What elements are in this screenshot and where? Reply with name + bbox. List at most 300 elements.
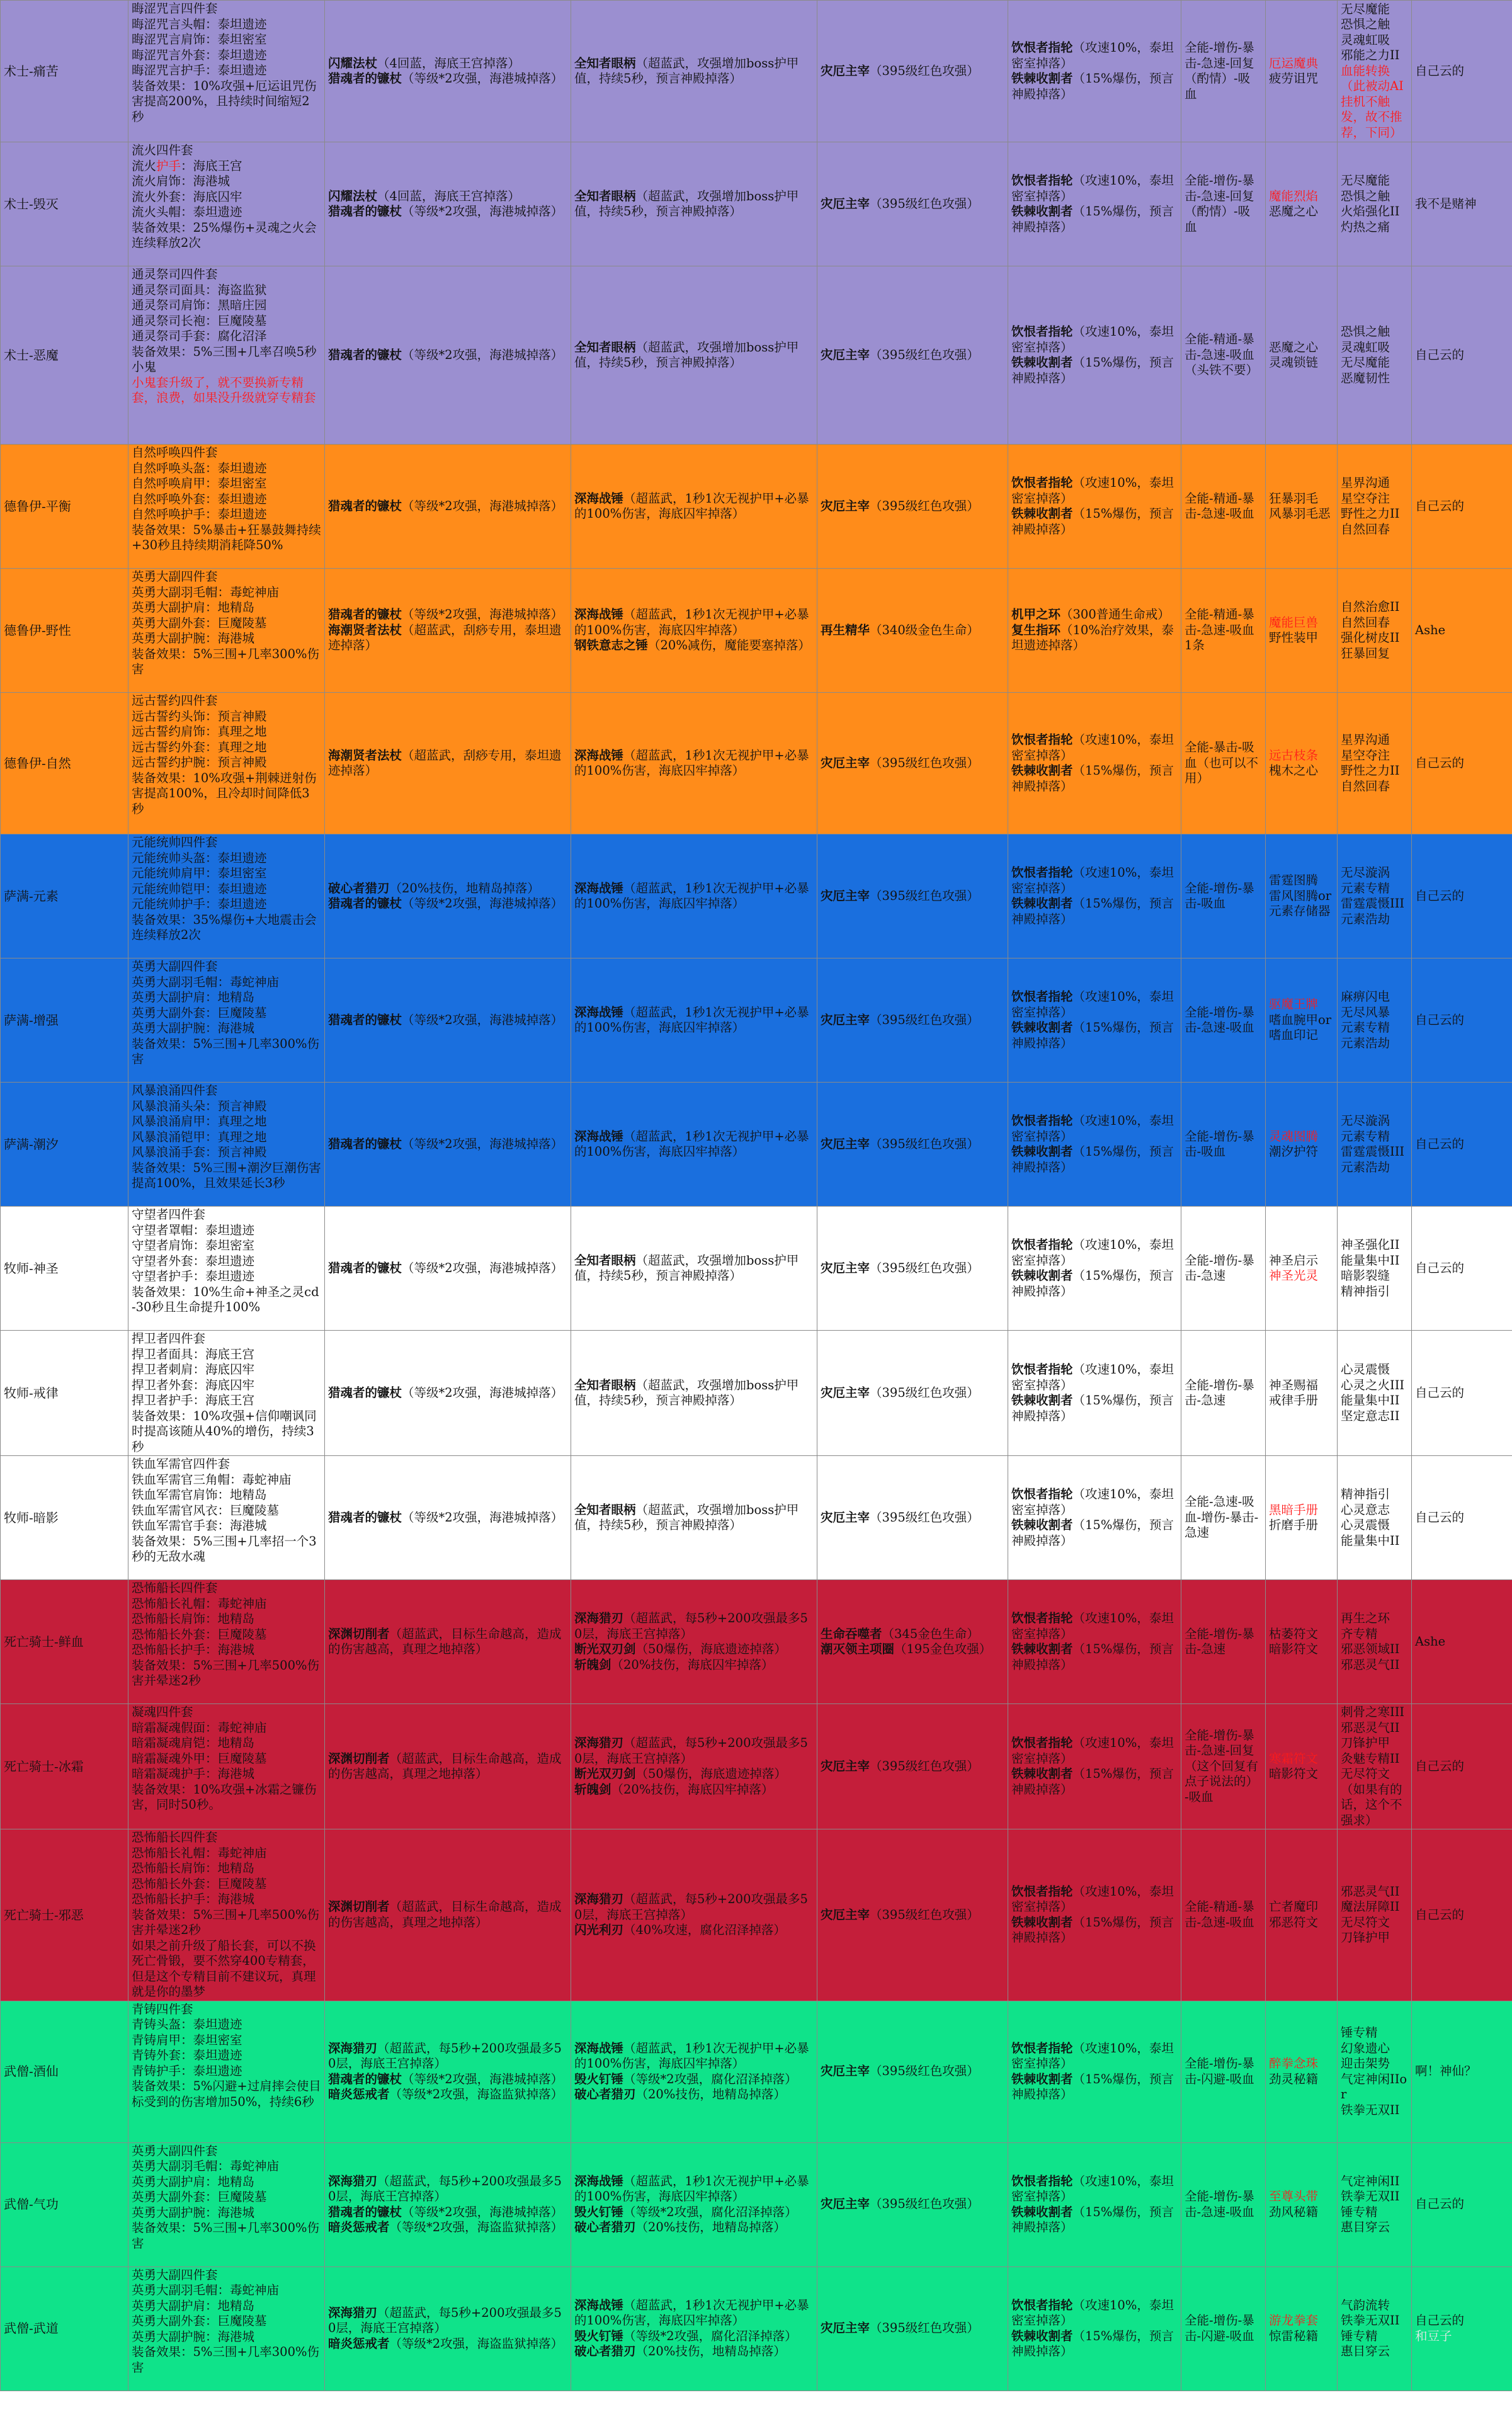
gear-set-line (132, 1938, 321, 2000)
weapon-off-line (574, 189, 814, 220)
item-desc: 自然呼唤头盔：泰坦遗迹 (132, 460, 267, 475)
key-talent-line (1269, 204, 1334, 220)
talent-list-line (1341, 355, 1408, 371)
item-desc: （等级*2攻强，腐化沼泽掉落） (623, 2071, 797, 2086)
gear-set-line (132, 2283, 321, 2299)
item-desc: 流火肩饰：海港城 (132, 174, 230, 188)
item-desc: （攻速10%，泰坦密室掉落） (1011, 2040, 1174, 2071)
ring-line (1011, 1362, 1178, 1393)
stat-priority-cell (1181, 569, 1266, 693)
item-name: 铁棘收割者 (1011, 763, 1073, 778)
item-desc: 风暴浪涌四件套 (132, 1083, 218, 1098)
weapon-main-line (328, 71, 567, 87)
key-talent-line (1269, 1393, 1334, 1409)
gear-set-cell (128, 693, 325, 834)
gear-set-line (132, 1269, 321, 1285)
item-name: 灾厄主宰 (821, 196, 870, 211)
item-desc: （超蓝武，每5秒+200攻强最多50层，海底王宫掉落） (328, 2305, 562, 2336)
item-desc: 晦涩咒言外套：泰坦遗迹 (132, 47, 267, 62)
key-talent-line (1269, 189, 1334, 205)
item-desc: （攻速10%，泰坦密室掉落） (1011, 324, 1174, 355)
key-talent-cell (1266, 2266, 1338, 2391)
gear-set-line (132, 740, 321, 756)
author-note: 和豆子 (1415, 2328, 1452, 2343)
item-desc: （等级*2攻强，海盗监狱掉落） (389, 2220, 564, 2234)
item-desc: 英勇大副羽毛帽：毒蛇神庙 (132, 974, 280, 989)
item-desc: （20%技伤，地精岛掉落） (635, 2220, 786, 2234)
stat-priority-line (1185, 2189, 1262, 2220)
talent-list-line (1341, 324, 1408, 340)
talent-list-line (1341, 2025, 1408, 2041)
gear-set-line (132, 1846, 321, 1862)
key-talent-cell (1266, 1456, 1338, 1580)
gear-set-line (132, 1581, 321, 1596)
gear-set-line (132, 2329, 321, 2345)
item-desc: 恐惧之触 (1341, 17, 1390, 32)
stat-priority-cell (1181, 1456, 1266, 1580)
author-name: 自己云的 (1415, 1260, 1465, 1275)
item-desc: （395级红色攻强） (870, 347, 979, 362)
text-part: ：海底王宫 (181, 158, 242, 173)
weapon-off-line (574, 1923, 814, 1938)
item-desc: （超蓝武，每5秒+200攻强最多50层，海底王宫掉落） (574, 1736, 808, 1766)
gear-set-line (132, 2002, 321, 2018)
item-desc: （超蓝武，1秒1次无视护甲+必暴的100%伤害，海底囚牢掉落） (574, 2297, 809, 2328)
ring-line (1011, 2205, 1178, 2236)
item-desc: 守望者罩帽：泰坦遗迹 (132, 1222, 255, 1237)
item-desc: 青铸外套：泰坦遗迹 (132, 2048, 242, 2062)
weapon-off-cell (571, 1, 817, 142)
ring-line (1011, 1020, 1178, 1051)
item-desc: （超蓝武，每5秒+200攻强最多50层，海底王宫掉落） (574, 1611, 808, 1641)
trinket-line (821, 2064, 1004, 2079)
item-desc: （等级*2攻强，腐化沼泽掉落） (623, 2204, 797, 2219)
ring-line (1011, 1393, 1178, 1424)
item-desc: 元素专精 (1341, 880, 1390, 896)
item-desc: 星空夺注 (1341, 748, 1390, 763)
ring-cell (1008, 834, 1181, 958)
item-desc: 自然治愈II (1341, 600, 1400, 614)
item-desc: 全能-精通-暴击-急速-吸血 (1185, 1899, 1254, 1930)
ring-line (1011, 2072, 1178, 2103)
gear-set-line (132, 344, 321, 375)
key-talent-cell (1266, 1331, 1338, 1456)
item-desc: （4回蓝，海底王宫掉落） (377, 188, 520, 203)
item-name: 灾厄主宰 (821, 888, 870, 903)
item-desc: 魔能巨兽 (1269, 615, 1319, 630)
weapon-main-line (328, 499, 567, 515)
ring-line (1011, 1766, 1178, 1797)
gear-set-line (132, 1487, 321, 1503)
item-desc: 捍卫者护手：海底王宫 (132, 1393, 255, 1408)
spec-name-cell (1, 1331, 128, 1456)
item-desc: （超蓝武，攻强增加boss护甲值，持续5秒，预言神殿掉落） (574, 1502, 799, 1532)
talent-list-line (1341, 475, 1408, 491)
item-desc: （等级*2攻强，腐化沼泽掉落） (623, 2328, 797, 2343)
item-name: 深海猎刃 (574, 1611, 624, 1625)
ring-line (1011, 607, 1178, 623)
key-talent-line (1269, 1751, 1334, 1767)
item-desc: （15%爆伤，预言神殿掉落） (1011, 2328, 1174, 2358)
weapon-off-line (574, 1503, 814, 1533)
item-desc: 远古誓约肩饰：真理之地 (132, 724, 267, 739)
item-desc: 邪恶灵气II (1341, 1884, 1400, 1899)
weapon-off-line (574, 1129, 814, 1160)
talent-list-line (1341, 371, 1408, 387)
gear-set-line (132, 897, 321, 913)
item-desc: 守望者四件套 (132, 1207, 206, 1222)
item-desc: （15%爆伤，预言神殿掉落） (1011, 763, 1174, 793)
item-desc: （攻速10%，泰坦密室掉落） (1011, 2173, 1174, 2204)
spec-name: 牧师-暗影 (4, 1510, 59, 1525)
item-name: 灾厄主宰 (821, 2321, 870, 2336)
trinket-cell (817, 1207, 1008, 1331)
gear-set-line (132, 1099, 321, 1115)
talent-list-line (1341, 646, 1408, 662)
item-desc: 装备效果：5%三围+几率300%伤害 (132, 2345, 320, 2375)
item-name: 深海战锤 (574, 607, 624, 622)
item-desc: （等级*2攻强，海港城掉落） (402, 1385, 564, 1400)
item-desc: 铁血军需官四件套 (132, 1457, 230, 1471)
item-desc: 暗影裂缝 (1341, 1268, 1390, 1283)
item-name: 铁棘收割者 (1011, 2071, 1073, 2086)
gear-set-line (132, 2048, 321, 2064)
item-name: 灾厄主宰 (821, 498, 870, 513)
weapon-main-cell (325, 1456, 571, 1580)
item-name: 饮恨者指轮 (1011, 475, 1073, 490)
talent-list-line (1341, 881, 1408, 897)
gear-set-line (132, 1642, 321, 1658)
item-name: 铁棘收割者 (1011, 1766, 1073, 1781)
gear-set-line (132, 1254, 321, 1270)
spec-name: 死亡骑士-鲜血 (4, 1634, 84, 1649)
weapon-off-cell (571, 1207, 817, 1331)
talent-list-line (1341, 1378, 1408, 1394)
gear-set-line (132, 569, 321, 585)
item-desc: 流火四件套 (132, 143, 193, 157)
item-desc: 神圣光灵 (1269, 1268, 1319, 1283)
item-desc: （攻速10%，泰坦密室掉落） (1011, 2297, 1174, 2328)
ring-line (1011, 173, 1178, 204)
item-desc: 邪能之力II (1341, 48, 1400, 63)
talent-list-line (1341, 1362, 1408, 1378)
trinket-cell (817, 2001, 1008, 2142)
item-desc: （等级*2攻强，海盗监狱掉落） (389, 2087, 564, 2101)
weapon-main-line (328, 2306, 567, 2336)
talent-list-line (1341, 1503, 1408, 1518)
item-desc: 元能统帅四件套 (132, 835, 218, 850)
talent-list-cell (1338, 1083, 1412, 1207)
build-row (1, 1829, 1512, 2001)
stat-priority-cell (1181, 834, 1266, 958)
item-desc: 元能统帅护手：泰坦遗迹 (132, 897, 267, 911)
author-cell (1412, 569, 1512, 693)
item-name: 全知者眼柄 (574, 1377, 636, 1392)
talent-list-line (1341, 1144, 1408, 1160)
item-name: 铁棘收割者 (1011, 1144, 1073, 1159)
gear-set-line (132, 48, 321, 64)
weapon-main-line (328, 881, 567, 897)
item-desc: 驱魔王牌 (1269, 997, 1319, 1012)
gear-set-line (132, 523, 321, 554)
item-desc: 青铸护手：泰坦遗迹 (132, 2063, 242, 2078)
talent-list-line (1341, 1766, 1408, 1828)
item-desc: （超蓝武，刮痧专用，泰坦遗迹掉落） (328, 622, 562, 653)
spec-name: 术士-恶魔 (4, 347, 59, 363)
item-desc: 恐怖船长外套：巨魔陵墓 (132, 1876, 267, 1891)
key-talent-line (1269, 873, 1334, 889)
item-desc: （等级*2攻强，海港城掉落） (402, 607, 564, 622)
ring-line (1011, 355, 1178, 386)
item-desc: （395级红色攻强） (870, 1012, 979, 1027)
ring-cell (1008, 1456, 1181, 1580)
key-talent-line (1269, 506, 1334, 522)
weapon-off-line (574, 1253, 814, 1284)
talent-list-cell (1338, 2266, 1412, 2391)
author-name: 自己云的 (1415, 1136, 1465, 1151)
gear-set-line (132, 1393, 321, 1409)
gear-set-cell (128, 958, 325, 1083)
key-talent-cell (1266, 2001, 1338, 2142)
talent-list-cell (1338, 2001, 1412, 2142)
item-desc: 无尽漩涡 (1341, 865, 1390, 880)
talent-list-line (1341, 2220, 1408, 2236)
weapon-main-line (328, 2041, 567, 2072)
ring-cell (1008, 2001, 1181, 2142)
item-name: 饮恨者指轮 (1011, 2297, 1073, 2312)
item-desc: （超蓝武，每5秒+200攻强最多50层，海底王宫掉落） (328, 2040, 562, 2071)
item-desc: 劲灵秘籍 (1269, 2071, 1319, 2086)
talent-list-line (1341, 2298, 1408, 2314)
gear-set-line (132, 693, 321, 709)
item-desc: 能量集中II (1341, 1533, 1400, 1548)
build-row (1, 2001, 1512, 2142)
item-desc: （超蓝武，攻强增加boss护甲值，持续5秒，预言神殿掉落） (574, 55, 799, 86)
weapon-off-line (574, 1642, 814, 1658)
gear-set-line (132, 1362, 321, 1378)
item-name: 破心者猎刃 (574, 2220, 636, 2234)
spec-name: 萨满-元素 (4, 888, 59, 904)
weapon-off-line (574, 1611, 814, 1642)
talent-list-line (1341, 779, 1408, 795)
talent-list-line (1341, 1284, 1408, 1300)
item-desc: （超蓝武，攻强增加boss护甲值，持续5秒，预言神殿掉落） (574, 339, 799, 370)
build-table-body (1, 1, 1512, 2391)
gear-set-line (132, 32, 321, 48)
item-desc: （超蓝武，1秒1次无视护甲+必暴的100%伤害，海底囚牢掉落） (574, 880, 809, 911)
spec-name-cell (1, 1, 128, 142)
ring-line (1011, 989, 1178, 1020)
gear-set-line (132, 1347, 321, 1363)
talent-list-line (1341, 2329, 1408, 2345)
item-name: 毁火钉锤 (574, 2328, 624, 2343)
gear-set-line (132, 913, 321, 943)
ring-line (1011, 324, 1178, 355)
author-name: 自己云的 (1415, 347, 1465, 362)
author-cell (1412, 2142, 1512, 2266)
item-name: 饮恨者指轮 (1011, 2173, 1073, 2188)
talent-list-line (1341, 1518, 1408, 1533)
item-name: 铁棘收割者 (1011, 1642, 1073, 1656)
item-name: 闪光利刃 (574, 1923, 624, 1937)
talent-list-cell (1338, 1704, 1412, 1829)
ring-cell (1008, 1, 1181, 142)
item-name: 饮恨者指轮 (1011, 1113, 1073, 1128)
item-desc: 枯萎符文 (1269, 1626, 1319, 1641)
ring-line (1011, 623, 1178, 654)
spec-name-cell (1, 693, 128, 834)
spec-name: 死亡骑士-邪恶 (4, 1907, 84, 1923)
gear-set-line (132, 1409, 321, 1455)
gear-set-line (132, 2345, 321, 2375)
gear-set-cell (128, 266, 325, 445)
stat-priority-line (1185, 332, 1262, 378)
item-desc: （15%爆伤，预言神殿掉落） (1011, 2071, 1174, 2101)
item-name: 灾厄主宰 (821, 1012, 870, 1027)
talent-list-cell (1338, 958, 1412, 1083)
weapon-main-cell (325, 266, 571, 445)
stat-priority-line (1185, 1378, 1262, 1409)
weapon-off-line (574, 340, 814, 371)
trinket-cell (817, 1, 1008, 142)
item-desc: 气韵流转 (1341, 2297, 1390, 2312)
item-desc: 晦涩咒言肩饰：泰坦密室 (132, 32, 267, 47)
talent-list-cell (1338, 1, 1412, 142)
item-desc: 灵魂锁链 (1269, 355, 1319, 370)
item-name: 潮灭领主项圈 (821, 1642, 895, 1656)
item-desc: 英勇大副四件套 (132, 569, 218, 584)
item-desc: （攻速10%，泰坦密室掉落） (1011, 1736, 1174, 1766)
gear-set-line (132, 1145, 321, 1161)
item-name: 饮恨者指轮 (1011, 989, 1073, 1004)
item-name: 断光双刃剑 (574, 1766, 636, 1781)
talent-list-line (1341, 1899, 1408, 1915)
item-name: 饮恨者指轮 (1011, 40, 1073, 55)
ring-line (1011, 1268, 1178, 1299)
gear-set-line (132, 63, 321, 79)
item-desc: 心灵震慑 (1341, 1362, 1390, 1377)
talent-list-line (1341, 896, 1408, 912)
talent-list-line (1341, 522, 1408, 538)
key-talent-line (1269, 1144, 1334, 1160)
item-name: 毁火钉锤 (574, 2071, 624, 2086)
item-desc: 装备效果：35%爆伤+大地震击会连续释放2次 (132, 912, 317, 942)
talent-list-line (1341, 189, 1408, 205)
stat-priority-cell (1181, 2001, 1266, 2142)
gear-set-line (132, 851, 321, 867)
build-row (1, 266, 1512, 445)
talent-list-line (1341, 989, 1408, 1005)
gear-set-cell (128, 1207, 325, 1331)
item-desc: 恐怖船长护手：海港城 (132, 1892, 255, 1906)
author-cell (1412, 1207, 1512, 1331)
weapon-off-line (574, 748, 814, 779)
gear-set-line (132, 1861, 321, 1877)
item-desc: 青铸四件套 (132, 2001, 193, 2016)
item-desc: 英勇大副护肩：地精岛 (132, 990, 255, 1004)
spec-name-cell (1, 445, 128, 569)
build-row (1, 834, 1512, 958)
build-row (1, 445, 1512, 569)
stat-priority-cell (1181, 266, 1266, 445)
item-desc: （20%技伤，海底囚牢掉落） (611, 1782, 774, 1797)
item-desc: 元能统帅铠甲：泰坦遗迹 (132, 881, 267, 896)
item-desc: 元素存储器 (1269, 904, 1331, 919)
trinket-cell (817, 1829, 1008, 2001)
key-talent-line (1269, 2056, 1334, 2072)
item-desc: （395级红色攻强） (870, 1385, 979, 1400)
item-desc: （超蓝武，1秒1次无视护甲+必暴的100%伤害，海底囚牢掉落） (574, 607, 809, 637)
item-desc: （攻速10%，泰坦密室掉落） (1011, 989, 1174, 1020)
item-desc: 装备效果：5%三围+潮汐巨潮伤害提高100%，且效果延长3秒 (132, 1160, 321, 1190)
item-desc: 英勇大副护腕：海港城 (132, 1021, 255, 1035)
stat-priority-cell (1181, 1, 1266, 142)
item-desc: 小鬼套升级了，就不要换新专精套，浪费，如果没升级就穿专精套 (132, 375, 316, 405)
item-desc: 刀锋护甲 (1341, 1930, 1390, 1945)
author-name: Ashe (1415, 622, 1446, 637)
gear-set-line (132, 1378, 321, 1394)
author-name: 我不是赌神 (1415, 196, 1477, 211)
item-desc: （攻速10%，泰坦密室掉落） (1011, 865, 1174, 896)
item-desc: 血能转换（此被动AI挂机不触发，故不推荐，下同） (1341, 63, 1404, 140)
item-desc: （超蓝武，1秒1次无视护甲+必暴的100%伤害，海底囚牢掉落） (574, 491, 809, 521)
ring-cell (1008, 1207, 1181, 1331)
weapon-main-line (328, 189, 567, 205)
item-desc: （超蓝武，1秒1次无视护甲+必暴的100%伤害，海底囚牢掉落） (574, 2173, 809, 2204)
gear-set-line (132, 143, 321, 159)
spec-name-cell (1, 1207, 128, 1331)
item-desc: 装备效果：5%三围+几率300%伤害 (132, 2221, 320, 2251)
item-name: 全知者眼柄 (574, 339, 636, 355)
item-desc: 神圣赐福 (1269, 1377, 1319, 1392)
item-desc: （超蓝武，攻强增加boss护甲值，持续5秒，预言神殿掉落） (574, 1253, 799, 1283)
item-desc: 全能-增伤-暴击-闪避-吸血 (1185, 2313, 1254, 2343)
item-desc: （等级*2攻强，海港城掉落） (402, 1012, 564, 1027)
gear-set-line (132, 1720, 321, 1736)
spec-name: 萨满-增强 (4, 1012, 59, 1028)
key-talent-line (1269, 748, 1334, 764)
weapon-main-line (328, 1899, 567, 1930)
item-name: 饮恨者指轮 (1011, 732, 1073, 747)
stat-priority-line (1185, 1899, 1262, 1930)
item-desc: 灵魂虹吸 (1341, 32, 1390, 47)
weapon-off-cell (571, 834, 817, 958)
talent-list-line (1341, 2, 1408, 18)
ring-line (1011, 1915, 1178, 1946)
weapon-off-line (574, 2298, 814, 2329)
item-desc: （超蓝武，攻强增加boss护甲值，持续5秒，预言神殿掉落） (574, 1377, 799, 1408)
key-talent-line (1269, 1766, 1334, 1782)
item-desc: （攻速10%，泰坦密室掉落） (1011, 1113, 1174, 1144)
weapon-main-line (328, 2220, 567, 2236)
gear-set-line (132, 990, 321, 1006)
item-desc: 齐专精 (1341, 1626, 1378, 1641)
talent-list-line (1341, 1020, 1408, 1036)
gear-set-line (132, 647, 321, 678)
item-desc: 通灵祭司手套：腐化沼泽 (132, 329, 267, 343)
item-desc: 星界沟通 (1341, 732, 1390, 747)
item-desc: 恶魔韧性 (1341, 370, 1390, 385)
trinket-line (821, 1908, 1004, 1923)
item-desc: （15%爆伤，预言神殿掉落） (1011, 355, 1174, 385)
item-desc: （等级*2攻强，海港城掉落） (402, 71, 564, 86)
item-desc: 英勇大副护肩：地精岛 (132, 2298, 255, 2313)
item-desc: 野性之力II (1341, 506, 1400, 521)
item-desc: （攻速10%，泰坦密室掉落） (1011, 732, 1174, 763)
trinket-cell (817, 569, 1008, 693)
item-name: 闪耀法杖 (328, 188, 378, 203)
talent-list-line (1341, 732, 1408, 748)
